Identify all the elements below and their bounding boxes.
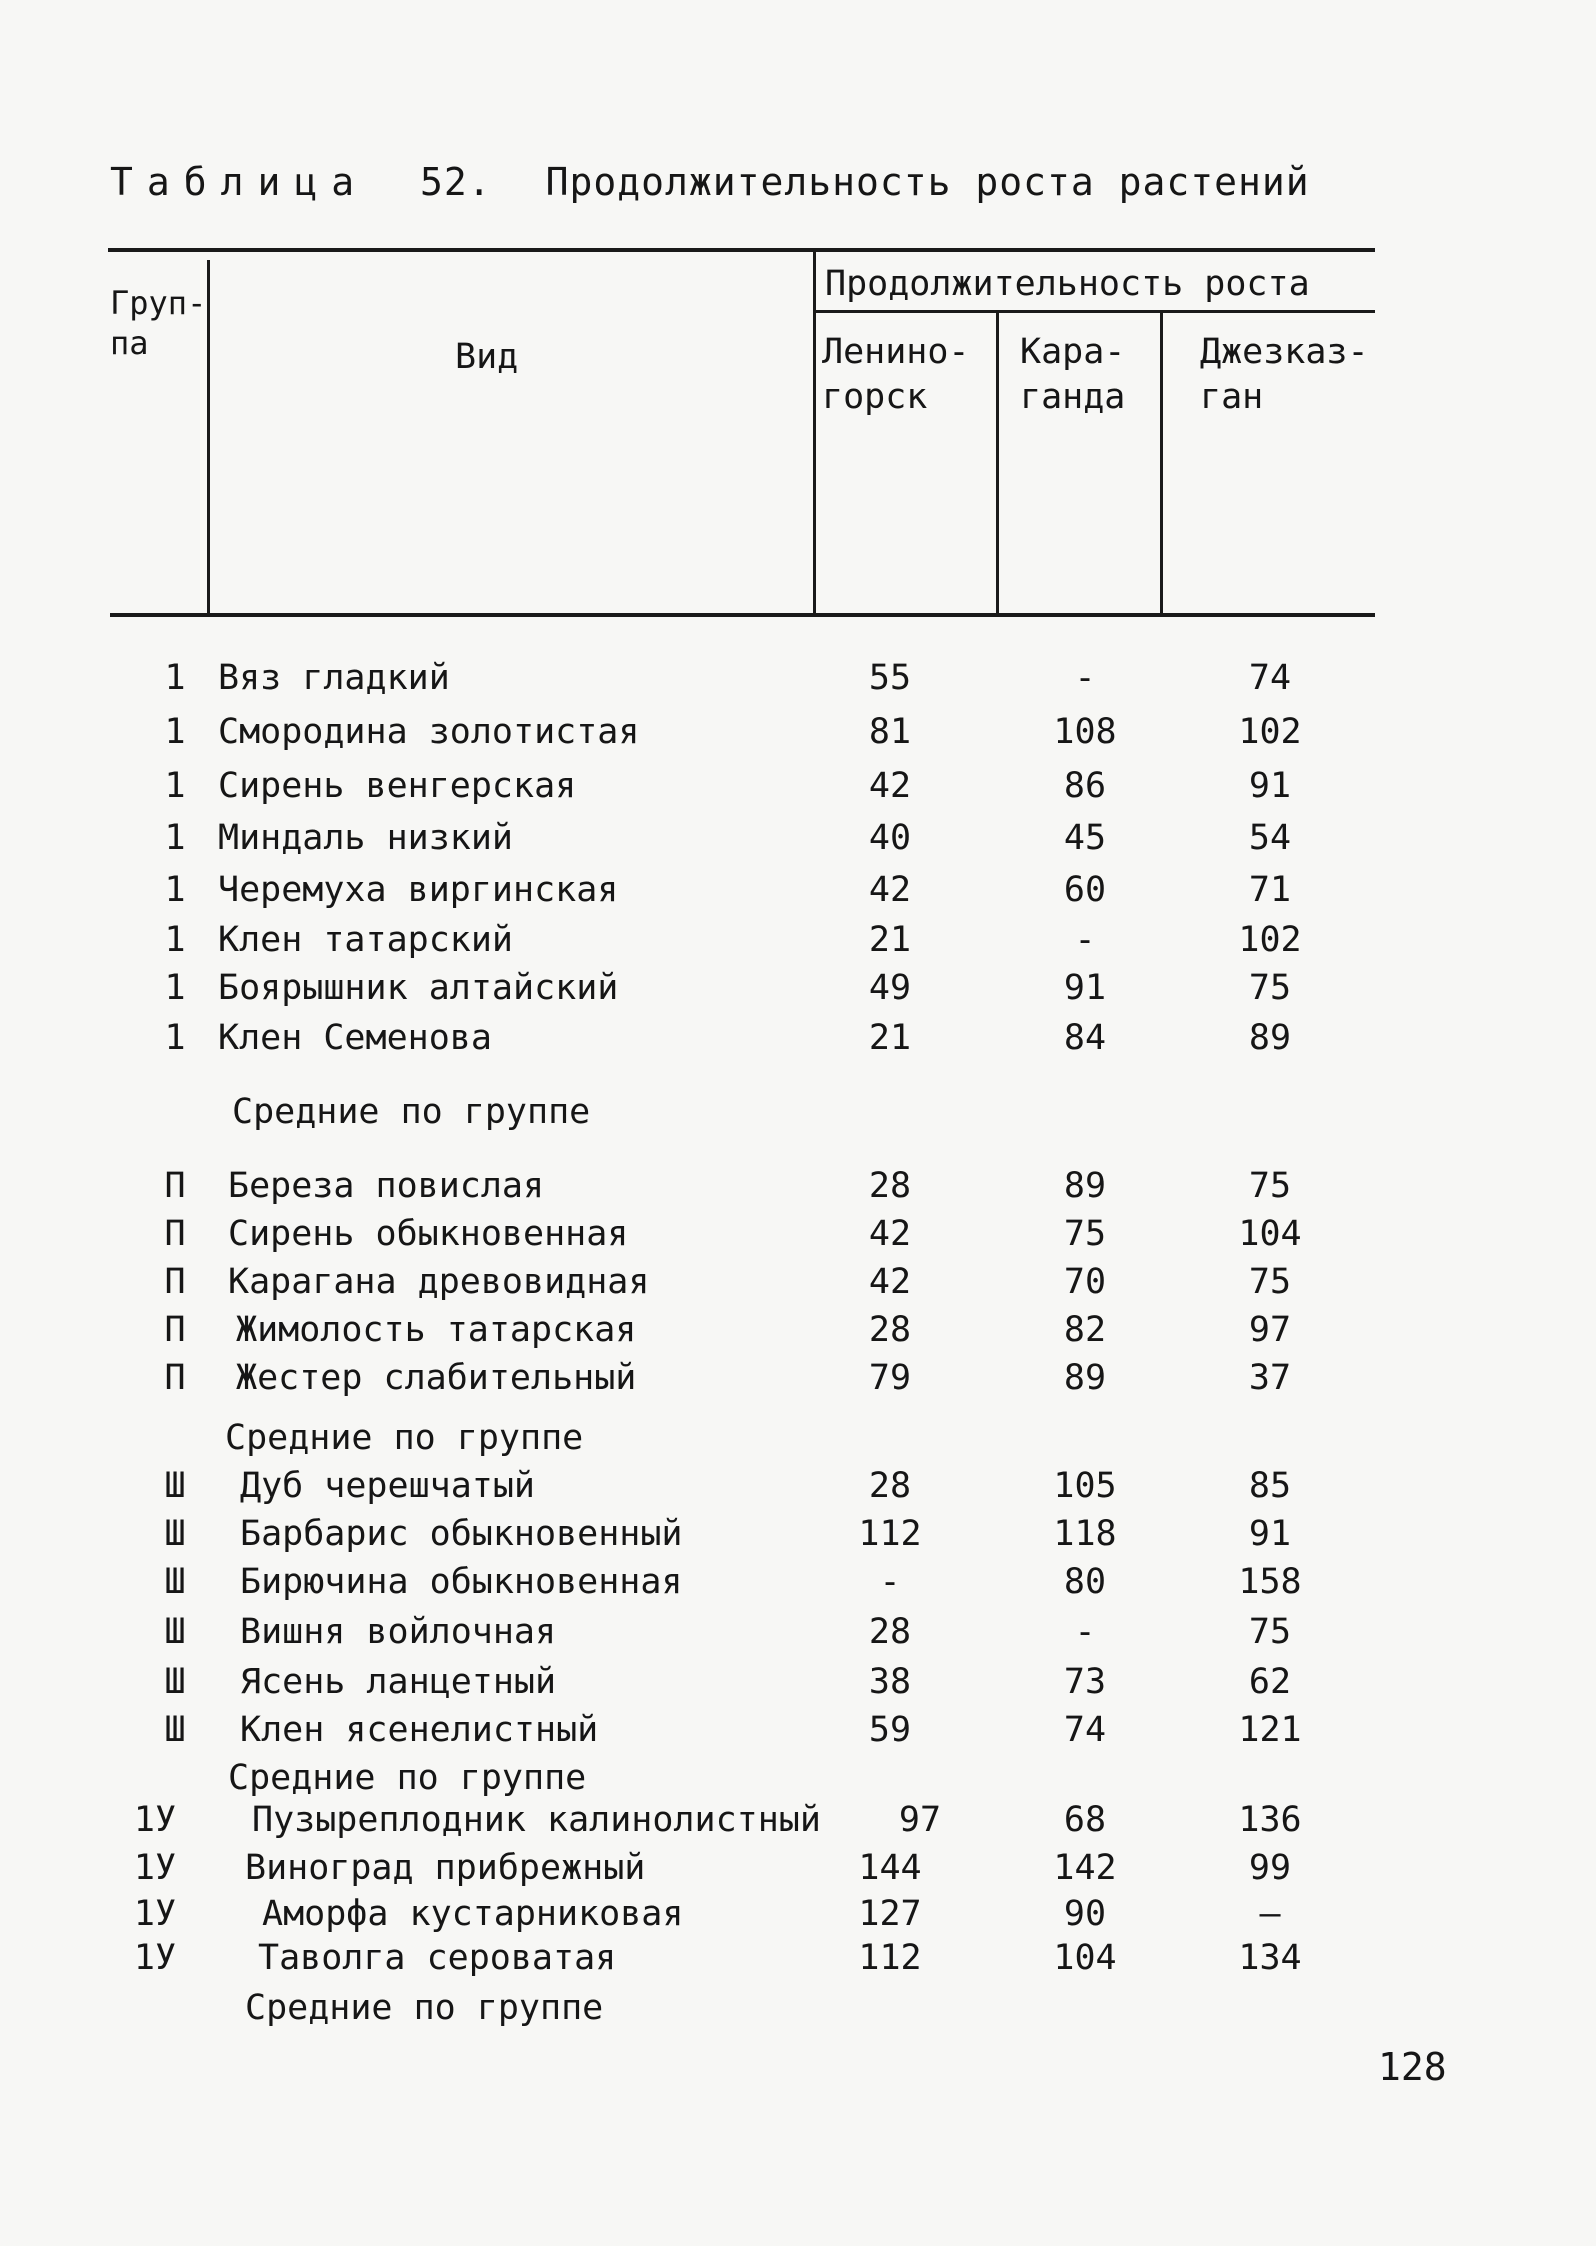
row-value-karaganda: - xyxy=(1074,658,1096,698)
row-value-karaganda: 118 xyxy=(1053,1514,1117,1554)
row-value-dzhezkazgan: 54 xyxy=(1248,818,1292,858)
row-species: Клен ясенелистный xyxy=(240,1710,599,1750)
header-top-rule xyxy=(108,248,1375,252)
row-value-dzhezkazgan: 99 xyxy=(1248,1848,1292,1888)
row-species: Жимолость татарская xyxy=(236,1310,637,1350)
table-row xyxy=(0,658,1596,706)
table-row xyxy=(0,920,1596,968)
row-value-karaganda: 74 xyxy=(1063,1710,1107,1750)
row-species: Черемуха виргинская xyxy=(218,870,619,910)
row-value-karaganda: 73 xyxy=(1063,1662,1107,1702)
row-value-leninogorsk: 127 xyxy=(858,1894,922,1934)
table-row xyxy=(0,1358,1596,1406)
table-row xyxy=(0,712,1596,760)
row-value-leninogorsk: 28 xyxy=(868,1166,912,1206)
row-value-karaganda: 68 xyxy=(1063,1800,1107,1840)
row-value-leninogorsk: 144 xyxy=(858,1848,922,1888)
row-species: Вяз гладкий xyxy=(218,658,450,698)
header-species: Вид xyxy=(455,337,519,377)
row-value-dzhezkazgan: 89 xyxy=(1248,1018,1292,1058)
table-row xyxy=(0,968,1596,1016)
duration-sub-rule xyxy=(815,310,1375,313)
table-row xyxy=(0,1214,1596,1262)
row-value-leninogorsk: 112 xyxy=(858,1938,922,1978)
row-group: 1 xyxy=(164,818,186,858)
header-duration: Продолжительность роста xyxy=(825,264,1310,304)
row-group: 1 xyxy=(164,968,186,1008)
row-species: Сирень венгерская xyxy=(218,766,577,806)
row-species: Карагана древовидная xyxy=(228,1262,650,1302)
row-value-karaganda: 142 xyxy=(1053,1848,1117,1888)
row-value-leninogorsk: 38 xyxy=(868,1662,912,1702)
row-group: 1У xyxy=(133,1894,177,1934)
row-value-leninogorsk: 40 xyxy=(868,818,912,858)
row-group: 1 xyxy=(164,766,186,806)
row-value-leninogorsk: 21 xyxy=(868,1018,912,1058)
row-species: Дуб черешчатый xyxy=(240,1466,536,1506)
group-average-label: Средние по группе xyxy=(245,1988,604,2028)
row-value-leninogorsk: 42 xyxy=(868,766,912,806)
row-value-dzhezkazgan: 37 xyxy=(1248,1358,1292,1398)
row-group: 1 xyxy=(164,658,186,698)
row-value-karaganda: 60 xyxy=(1063,870,1107,910)
caption-title: Продолжительность роста растений xyxy=(545,160,1310,204)
row-group: Ш xyxy=(164,1612,186,1652)
row-value-leninogorsk: 97 xyxy=(898,1800,942,1840)
row-value-leninogorsk: 28 xyxy=(868,1612,912,1652)
row-species: Аморфа кустарниковая xyxy=(262,1894,684,1934)
group-average-label: Средние по группе xyxy=(228,1758,587,1798)
row-value-karaganda: 82 xyxy=(1063,1310,1107,1350)
row-species: Береза повислая xyxy=(228,1166,545,1206)
table-row xyxy=(0,1562,1596,1610)
table-row xyxy=(0,1800,1596,1848)
row-group: П xyxy=(164,1214,186,1254)
row-value-leninogorsk: 28 xyxy=(868,1466,912,1506)
table-row xyxy=(0,1938,1596,1986)
table-row xyxy=(0,870,1596,918)
row-value-karaganda: 108 xyxy=(1053,712,1117,752)
row-value-leninogorsk: - xyxy=(879,1562,901,1602)
row-value-karaganda: 80 xyxy=(1063,1562,1107,1602)
row-value-dzhezkazgan: — xyxy=(1259,1894,1281,1934)
row-value-dzhezkazgan: 75 xyxy=(1248,968,1292,1008)
header-city-dzhezkazgan: Джезказ- ган xyxy=(1200,332,1369,417)
row-value-leninogorsk: 21 xyxy=(868,920,912,960)
row-species: Сирень обыкновенная xyxy=(228,1214,629,1254)
row-species: Ясень ланцетный xyxy=(240,1662,557,1702)
row-species: Виноград прибрежный xyxy=(245,1848,646,1888)
row-value-karaganda: 91 xyxy=(1063,968,1107,1008)
row-value-dzhezkazgan: 102 xyxy=(1238,920,1302,960)
table-row xyxy=(0,1466,1596,1514)
row-value-leninogorsk: 81 xyxy=(868,712,912,752)
row-value-leninogorsk: 42 xyxy=(868,1262,912,1302)
row-species: Пузыреплодник калинолистный xyxy=(252,1800,821,1840)
row-value-dzhezkazgan: 74 xyxy=(1248,658,1292,698)
table-row xyxy=(0,1612,1596,1660)
table-caption xyxy=(110,160,1310,204)
header-city-leninogorsk: Ленино- горск xyxy=(822,332,970,417)
city1-col-divider xyxy=(996,313,999,615)
row-value-dzhezkazgan: 121 xyxy=(1238,1710,1302,1750)
row-group: Ш xyxy=(164,1710,186,1750)
row-group: Ш xyxy=(164,1662,186,1702)
row-value-leninogorsk: 42 xyxy=(868,870,912,910)
row-value-dzhezkazgan: 136 xyxy=(1238,1800,1302,1840)
row-group: 1 xyxy=(164,712,186,752)
row-value-dzhezkazgan: 102 xyxy=(1238,712,1302,752)
row-value-karaganda: 84 xyxy=(1063,1018,1107,1058)
city2-col-divider xyxy=(1160,313,1163,615)
row-value-dzhezkazgan: 97 xyxy=(1248,1310,1292,1350)
row-group: П xyxy=(164,1358,186,1398)
row-value-leninogorsk: 42 xyxy=(868,1214,912,1254)
row-value-karaganda: - xyxy=(1074,920,1096,960)
row-group: 1 xyxy=(164,1018,186,1058)
table-row xyxy=(0,818,1596,866)
row-species: Клен татарский xyxy=(218,920,514,960)
row-species: Миндаль низкий xyxy=(218,818,514,858)
row-group: Ш xyxy=(164,1466,186,1506)
table-row xyxy=(0,1018,1596,1066)
row-species: Боярышник алтайский xyxy=(218,968,619,1008)
table-row xyxy=(0,1894,1596,1942)
row-value-dzhezkazgan: 71 xyxy=(1248,870,1292,910)
row-value-karaganda: 90 xyxy=(1063,1894,1107,1934)
row-value-dzhezkazgan: 62 xyxy=(1248,1662,1292,1702)
row-value-dzhezkazgan: 75 xyxy=(1248,1612,1292,1652)
table-row xyxy=(0,1310,1596,1358)
header-group: Груп- па xyxy=(110,284,207,362)
row-value-leninogorsk: 49 xyxy=(868,968,912,1008)
row-group: Ш xyxy=(164,1514,186,1554)
row-group: П xyxy=(164,1262,186,1302)
table-row xyxy=(0,1166,1596,1214)
row-value-dzhezkazgan: 104 xyxy=(1238,1214,1302,1254)
row-value-karaganda: 104 xyxy=(1053,1938,1117,1978)
row-value-leninogorsk: 28 xyxy=(868,1310,912,1350)
row-group: 1У xyxy=(133,1848,177,1888)
row-value-karaganda: 105 xyxy=(1053,1466,1117,1506)
row-value-dzhezkazgan: 158 xyxy=(1238,1562,1302,1602)
row-species: Вишня войлочная xyxy=(240,1612,557,1652)
species-col-divider xyxy=(813,250,816,615)
row-species: Таволга сероватая xyxy=(258,1938,617,1978)
group-average-label: Средние по группе xyxy=(232,1092,591,1132)
table-row xyxy=(0,1848,1596,1896)
row-value-leninogorsk: 59 xyxy=(868,1710,912,1750)
row-value-dzhezkazgan: 75 xyxy=(1248,1166,1292,1206)
row-group: 1У xyxy=(133,1800,177,1840)
header-bottom-rule xyxy=(110,613,1375,617)
row-group: 1У xyxy=(133,1938,177,1978)
caption-label: Таблица xyxy=(110,160,369,204)
row-value-leninogorsk: 55 xyxy=(868,658,912,698)
page-number: 128 xyxy=(1378,2045,1447,2089)
row-group: Ш xyxy=(164,1562,186,1602)
row-value-karaganda: 86 xyxy=(1063,766,1107,806)
header-city-karaganda: Кара- ганда xyxy=(1020,332,1126,417)
row-species: Бирючина обыкновенная xyxy=(240,1562,683,1602)
row-species: Клен Семенова xyxy=(218,1018,492,1058)
row-species: Барбарис обыкновенный xyxy=(240,1514,683,1554)
table-row xyxy=(0,1710,1596,1758)
row-group: П xyxy=(164,1310,186,1350)
row-value-dzhezkazgan: 75 xyxy=(1248,1262,1292,1302)
row-value-karaganda: 75 xyxy=(1063,1214,1107,1254)
row-species: Смородина золотистая xyxy=(218,712,640,752)
table-row xyxy=(0,1514,1596,1562)
row-value-leninogorsk: 79 xyxy=(868,1358,912,1398)
row-value-leninogorsk: 112 xyxy=(858,1514,922,1554)
table-row xyxy=(0,1662,1596,1710)
row-value-karaganda: 45 xyxy=(1063,818,1107,858)
row-value-dzhezkazgan: 85 xyxy=(1248,1466,1292,1506)
row-species: Жестер слабительный xyxy=(236,1358,637,1398)
row-group: 1 xyxy=(164,920,186,960)
row-group: 1 xyxy=(164,870,186,910)
row-value-dzhezkazgan: 134 xyxy=(1238,1938,1302,1978)
row-value-karaganda: 70 xyxy=(1063,1262,1107,1302)
group-average-label: Средние по группе xyxy=(225,1418,584,1458)
row-value-karaganda: 89 xyxy=(1063,1166,1107,1206)
row-value-dzhezkazgan: 91 xyxy=(1248,1514,1292,1554)
row-group: П xyxy=(164,1166,186,1206)
table-row xyxy=(0,766,1596,814)
row-value-dzhezkazgan: 91 xyxy=(1248,766,1292,806)
table-row xyxy=(0,1262,1596,1310)
group-col-divider xyxy=(207,260,210,615)
row-value-karaganda: - xyxy=(1074,1612,1096,1652)
caption-number: 52. xyxy=(420,160,492,204)
row-value-karaganda: 89 xyxy=(1063,1358,1107,1398)
